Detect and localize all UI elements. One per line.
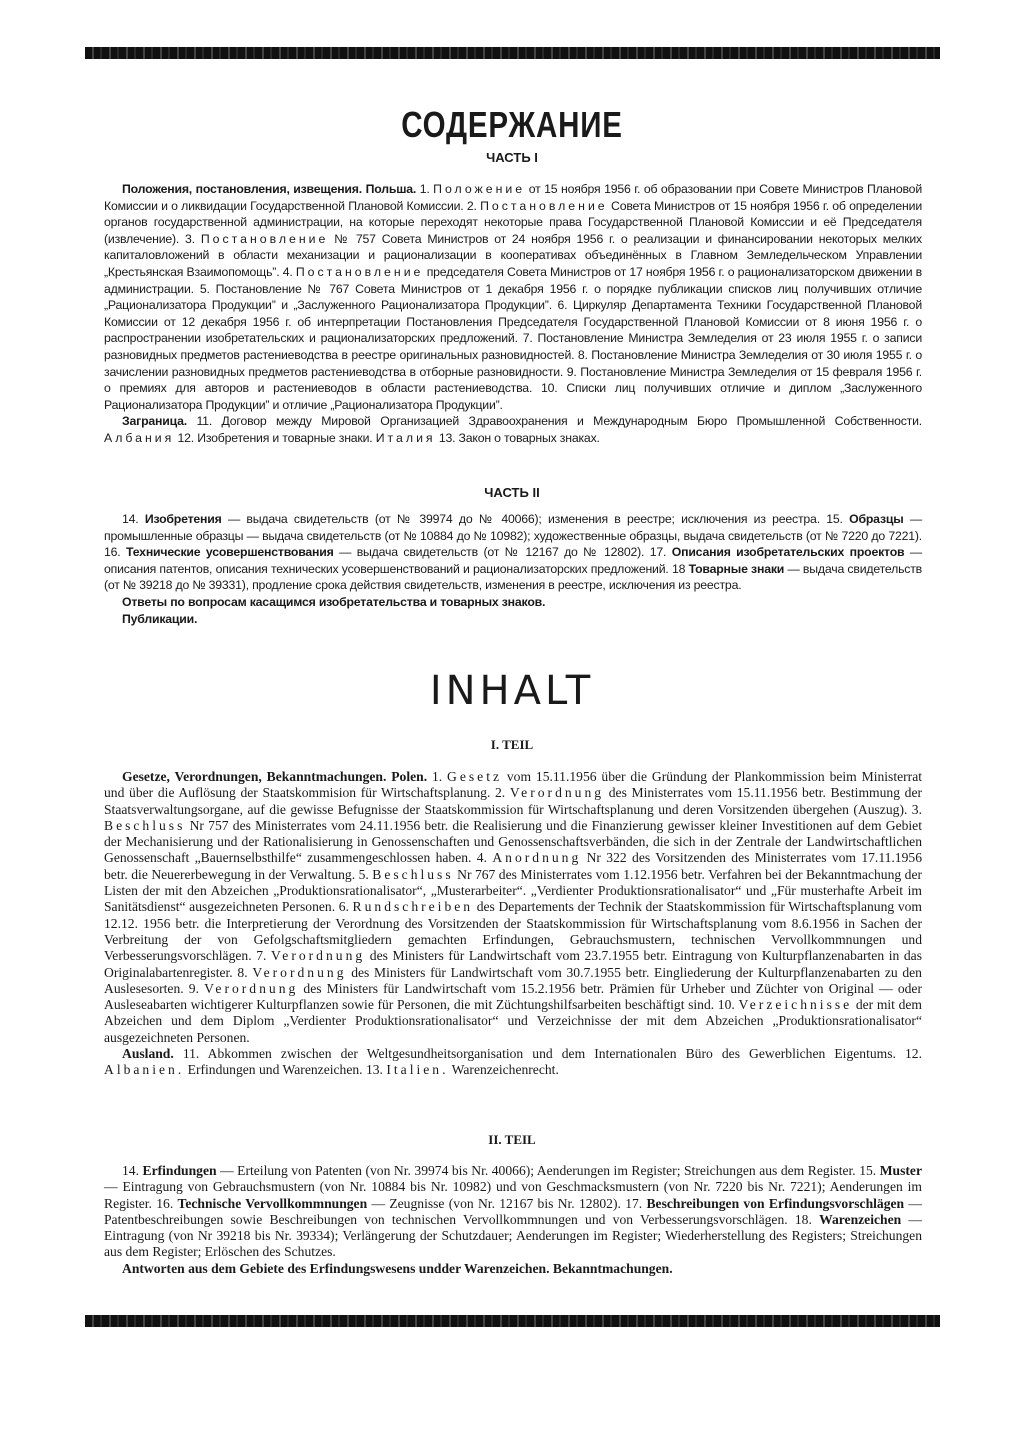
text-segment: 14. xyxy=(122,512,145,526)
spaced-emphasis-text: Verordnung xyxy=(204,980,299,996)
bold-heading-text: Изобретения xyxy=(144,512,222,526)
top-decorative-bar xyxy=(85,47,940,59)
text-segment: — Eintragung (von Nr 39218 bis Nr. 39334); Verlängerung der Schutzdauer; Aenderungen im Register; Wiederherstellung des Registers; Streichungen aus dem Register; Erlöschen des Schutzes. xyxy=(104,1211,922,1260)
bold-heading-text: Образцы xyxy=(849,512,904,526)
text-segment: от 15 ноября 1956 г. об образовании при Совете Министров Плановой Комиссии и о ликвидации Государственной Плановой Комиссии. 2. xyxy=(104,182,922,213)
text-segment: — выдача свидетельств (от № 39218 до № 39331), продление срока действия свидетельств, изменения в реестре, исключения из реестра. xyxy=(104,561,922,593)
german-part2-heading: II. TEIL xyxy=(488,1132,536,1147)
bold-heading-text: Ответы по вопросам касащимся изобретательства и товарных знаков. xyxy=(122,594,546,609)
text-segment: — выдача свидетельств (от № 12167 до № 12802). 17. xyxy=(339,545,672,560)
text-segment: — Eintragung von Gebrauchsmustern (von Nr. 10884 bis Nr. 10982) und von Geschmacksmustern (von Nr. 7220 bis Nr. 7221); Aenderungen im Register. 16. xyxy=(104,1179,922,1211)
text-segment: 14. xyxy=(122,1163,143,1178)
spaced-emphasis-text: Anordnung xyxy=(492,850,582,866)
text-segment: 11. Договор между Мировой Организацией Здравоохранения и Международным Бюро Промышленной Собственности. xyxy=(196,414,922,429)
spaced-emphasis-text: Gesetz xyxy=(447,769,503,784)
paragraph xyxy=(104,1261,922,1277)
spaced-emphasis-text: Verordnung xyxy=(509,785,605,801)
text-segment: 11. Abkommen zwischen der Weltgesundheitsorganisation und dem Internationalen Büro des Gewerblichen Eigentums. 12. xyxy=(182,1046,922,1062)
text-segment: № 757 Совета Министров от 24 ноября 1956 г. о реализации и финансировании некоторых мелких капиталовложений в области механизации и рационализации в кооперативах объединённых в Главном Земледельческом Управлении „Крестьянская Взаимопомощь”. 4. xyxy=(104,231,923,279)
text-segment: des Departements der Technik der Staatskommission für Wirtschaftsplanung vom 12.12. 1956 betr. die Interpretierung der Verordnung des Vorsitzenden der Staatskommission für Wirtschaftsplanung vom 8.6.1956 in Sachen der Verbreitung der von Gefolgschaftsmitgliedern gemachten Erfindungen, Gebrauchsmustern, technischen Vervollkommnungen und Verbesserungsvorschlägen. 7. xyxy=(104,899,922,964)
paragraph xyxy=(104,1046,922,1079)
german-part2-body xyxy=(104,1163,922,1277)
spaced-emphasis-text: Rundschreiben xyxy=(352,899,474,915)
bold-heading-text: Заграница. xyxy=(122,414,197,429)
bottom-decorative-bar xyxy=(85,1315,940,1327)
text-segment: — Zeugnisse (von Nr. 12167 bis Nr. 12802). 17. xyxy=(371,1195,647,1211)
bold-heading-text: Antworten aus dem Gebiete des Erfindungswesens undder Warenzeichen. Bekanntmachungen. xyxy=(122,1260,673,1276)
text-segment: 1. xyxy=(431,769,448,784)
text-segment: — промышленные образцы — выдача свидетельств (от № 10884 до № 10982); художественные образцы, выдача свидетельств (от № 7220 до 7221). 16. xyxy=(104,512,923,560)
text-segment: des Ministers für Landwirtschaft vom 23.7.1955 betr. Eintragung von Kulturpflanzenabarten in das Originalabartenregister. 8. xyxy=(104,948,922,980)
text-segment: — Erteilung von Patenten (von Nr. 39974 bis Nr. 40066); Aenderungen im Register; Streichungen aus dem Register. 15. xyxy=(220,1163,880,1178)
text-segment: — описания патентов, описания технических усовершенствований и рационализаторских предложений. 18 xyxy=(104,545,922,576)
spaced-emphasis-text: Положение xyxy=(433,182,526,196)
text-segment: Nr 757 des Ministerrates vom 24.11.1956 betr. die Realisierung und die Finanzierung gewisser kleiner Investitionen auf dem Gebiet der Mechanisierung und der Rationalisierung in Genossenschaften und Genossenschaftsverbänden, die sich in der Zentrale der Landwirtschaftlichen Genossenschaft „Bauernselbsthilfe“ zusammengeschlossen haben. 4. xyxy=(104,817,922,866)
bold-heading-text: Technische Vervollkommnungen xyxy=(177,1195,368,1211)
german-part1-heading: I. TEIL xyxy=(490,737,534,752)
spaced-emphasis-text: Албания xyxy=(104,430,175,445)
text-segment: — Patentbeschreibungen sowie Beschreibungen von technischen Vervollkommnungen und von Verbesserungsvorschlägen. 18. xyxy=(104,1195,922,1227)
text-segment: Nr 322 des Vorsitzenden des Ministerrates vom 17.11.1956 betr. die Neuererbewegung in der Verwaltung. 5. xyxy=(104,850,922,882)
text-segment: Совета Министров от 15 ноября 1956 г. об определении органов государственной администрации, на которые переходят некоторые права Государственной Плановой Комиссии и её Председателя (извлечение). 3. xyxy=(104,198,922,246)
russian-part1-body xyxy=(104,181,922,447)
text-segment: председателя Совета Министров от 17 ноября 1956 г. о рационализаторском движении в администрации. 5. Постановление № 767 Совета Министров от 1 декабря 1956 г. о порядке публикации списков лиц получивших отличие „Рационализатора Продукции” и „Заслуженного Рационализатора Продукции”. 6. Циркуляр Департамента Техники Государственной Плановой Комиссии от 12 декабря 1956 г. об интерпретации Постановления Председателя Государственной Плановой Комиссии от 8 июня 1956 г. о распространении изобретательских и рационализаторских предложений. 7. Постановление Министра Земледелия от 23 июля 1955 г. о записи разновидных предметов растениеводства в реестре оригинальных разновидностей. 8. Постановление Министра Земледелия от 30 июля 1955 г. о зачислении разновидных предметов растениеводства в отборные разновидности. 9. Постановление Министра Земледелия от 15 февраля 1956 г. о премиях для авторов и растениеводов в области растениеводства. 10. Списки лиц получивших отличие и диплом „Заслуженного Рационализатора Продукции” и отличие „Рационализатора Продукции”. xyxy=(104,264,922,412)
bold-heading-text: Beschreibungen von Erfindungsvorschlägen xyxy=(646,1195,905,1211)
text-segment: 1. xyxy=(419,182,434,196)
text-segment: des Ministers für Landwirtschaft vom 30.7.1955 betr. Eingliederung der Kulturpflanzenabarten zu den Auslesesorten. 9. xyxy=(104,964,922,996)
paragraph xyxy=(104,413,922,446)
russian-part1-heading: ЧАСТЬ I xyxy=(486,150,538,165)
text-segment: 12. Изобретения и товарные знаки. xyxy=(177,430,376,445)
russian-contents-title: СОДЕРЖАНИЕ xyxy=(401,104,623,145)
spaced-emphasis-text: Verordnung xyxy=(252,964,347,980)
spaced-emphasis-text: Italien. xyxy=(386,1062,449,1078)
paragraph xyxy=(104,769,922,1046)
text-segment: des Ministers für Landwirtschaft vom 15.2.1956 betr. Prämien für Urheber und Züchter von Original — oder Ausleseabarten wichtigerer Kulturpflanzen sowie für Personen, die mit Züchtungshilfsarbeiten beschäftigt sind. 10. xyxy=(104,980,922,1013)
spaced-emphasis-text: Постановление xyxy=(200,231,329,246)
text-segment: Warenzeichenrecht. xyxy=(451,1062,559,1078)
spaced-emphasis-text: Beschluss xyxy=(104,817,186,833)
text-segment: 13. Закон о товарных знаках. xyxy=(438,430,600,445)
bold-heading-text: Warenzeichen xyxy=(819,1211,902,1227)
paragraph xyxy=(104,594,922,611)
text-segment: des Ministerrates vom 15.11.1956 betr. Bestimmung der Staatsverwaltungsorgane, auf die gewisse Befugnisse der Staatskommission für Wirtschaftsplanung und deren Vorsitzenden übergehen (Auszug). 3. xyxy=(104,785,923,817)
text-segment: Nr 767 des Ministerrates vom 1.12.1956 betr. Verfahren bei der Bekanntmachung der Listen der mit den Abzeichen „Produktionsrationalisator“, „Musterarbeiter“. „Verdienter Produktionsrationalisator“ und „Für musterhafte Arbeit im Sanitätsdienst“ ausgezeichneten Personen. 6. xyxy=(104,866,922,915)
spaced-emphasis-text: Albanien. xyxy=(104,1062,185,1078)
bold-heading-text: Описания изобретательских проектов xyxy=(671,545,905,560)
spaced-emphasis-text: Verzeichnisse xyxy=(738,997,853,1013)
spaced-emphasis-text: Постановление xyxy=(480,198,608,213)
paragraph xyxy=(104,511,922,594)
german-part1-body xyxy=(104,769,922,1079)
german-contents-title: INHALT xyxy=(429,668,595,714)
russian-part2-heading: ЧАСТЬ II xyxy=(484,485,540,500)
paragraph xyxy=(104,1163,922,1261)
spaced-emphasis-text: Италия xyxy=(375,430,436,445)
spaced-emphasis-text: Beschluss xyxy=(372,866,454,882)
bold-heading-text: Gesetze, Verordnungen, Bekanntmachungen. Polen. xyxy=(122,769,432,784)
bold-heading-text: Товарные знаки xyxy=(688,561,785,576)
bold-heading-text: Ausland. xyxy=(122,1046,183,1062)
bold-heading-text: Muster xyxy=(879,1163,922,1178)
paragraph xyxy=(104,181,922,413)
bold-heading-text: Erfindungen xyxy=(142,1163,217,1178)
bold-heading-text: Публикации. xyxy=(122,611,198,626)
russian-part2-body xyxy=(104,511,922,627)
text-segment: Erfindungen und Warenzeichen. 13. xyxy=(187,1062,387,1078)
spaced-emphasis-text: Постановление xyxy=(295,264,424,279)
spaced-emphasis-text: Verordnung xyxy=(270,948,366,964)
bold-heading-text: Положения, постановления, извещения. Польша. xyxy=(122,182,420,196)
paragraph xyxy=(104,611,922,628)
text-segment: vom 15.11.1956 über die Gründung der Plankommission beim Ministerrat und über die Auflösung der Staatskommision für Wirtschaftsplanung. 2. xyxy=(104,769,923,801)
bold-heading-text: Технические усовершенствования xyxy=(126,545,334,560)
text-segment: der mit dem Abzeichen und dem Diplom „Verdienter Produktionsrationalisator“ und Verzeichnisse der mit dem Abzeichen „Produktionsrationalisator“ ausgezeichneten Personen. xyxy=(104,997,922,1045)
text-segment: — выдача свидетельств (от № 39974 до № 40066); изменения в реестре; исключения из реестра. 15. xyxy=(227,512,850,526)
